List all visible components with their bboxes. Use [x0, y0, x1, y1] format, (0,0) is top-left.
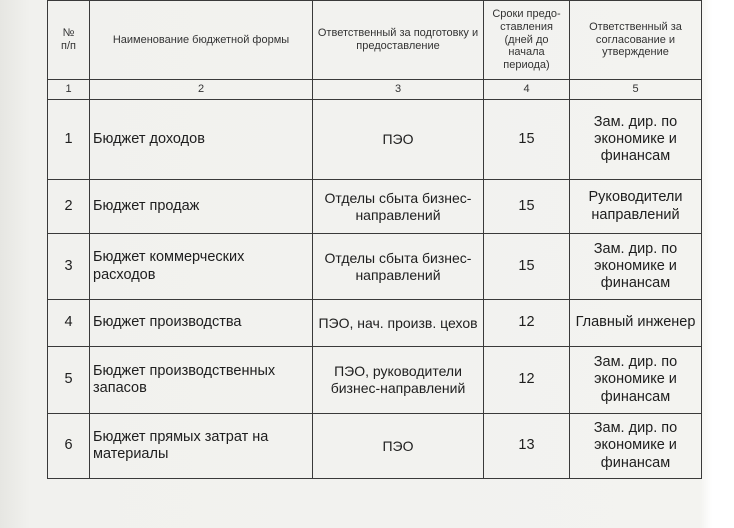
column-number: 3: [313, 80, 484, 100]
column-numbers-row: [48, 80, 702, 100]
header-number: № п/п: [48, 1, 90, 80]
row-number: 6: [48, 414, 90, 479]
form-name: Бюджет коммерческих расходов: [90, 234, 313, 300]
form-name: Бюджет продаж: [90, 180, 313, 234]
header-approved-by: Ответственный за согласование и утверждение: [570, 1, 702, 80]
header-row: [48, 1, 702, 80]
approved-by: Зам. дир. по экономике и финансам: [570, 234, 702, 300]
budget-forms-table: [47, 0, 702, 479]
prepared-by: ПЭО, руководители бизнес-направлений: [313, 347, 484, 414]
row-number: 4: [48, 300, 90, 347]
approved-by: Зам. дир. по экономике и финансам: [570, 414, 702, 479]
header-prepared-by: Ответственный за подготовку и предоставление: [313, 1, 484, 80]
prepared-by: Отделы сбыта бизнес-направлений: [313, 180, 484, 234]
row-number: 5: [48, 347, 90, 414]
column-number: 5: [570, 80, 702, 100]
table-row: [48, 234, 702, 300]
prepared-by: ПЭО: [313, 414, 484, 479]
table-row: [48, 180, 702, 234]
table-row: [48, 347, 702, 414]
row-number: 1: [48, 100, 90, 180]
form-name: Бюджет доходов: [90, 100, 313, 180]
prepared-by: Отделы сбыта бизнес-направлений: [313, 234, 484, 300]
row-number: 2: [48, 180, 90, 234]
deadline-days: 12: [484, 347, 570, 414]
prepared-by: ПЭО: [313, 100, 484, 180]
row-number: 3: [48, 234, 90, 300]
deadline-days: 13: [484, 414, 570, 479]
deadline-days: 15: [484, 180, 570, 234]
column-number: 2: [90, 80, 313, 100]
deadline-days: 12: [484, 300, 570, 347]
approved-by: Главный инженер: [570, 300, 702, 347]
prepared-by: ПЭО, нач. произв. цехов: [313, 300, 484, 347]
header-deadline-days: Сроки предо- ставления (дней до начала периода): [484, 1, 570, 80]
header-form-name: Наименование бюджетной формы: [90, 1, 313, 80]
form-name: Бюджет прямых затрат на материалы: [90, 414, 313, 479]
table-row: [48, 100, 702, 180]
form-name: Бюджет производства: [90, 300, 313, 347]
table-row: [48, 300, 702, 347]
table-row: [48, 414, 702, 479]
deadline-days: 15: [484, 100, 570, 180]
approved-by: Зам. дир. по экономике и финансам: [570, 100, 702, 180]
approved-by: Зам. дир. по экономике и финансам: [570, 347, 702, 414]
column-number: 1: [48, 80, 90, 100]
column-number: 4: [484, 80, 570, 100]
form-name: Бюджет производственных запасов: [90, 347, 313, 414]
approved-by: Руководители направлений: [570, 180, 702, 234]
deadline-days: 15: [484, 234, 570, 300]
